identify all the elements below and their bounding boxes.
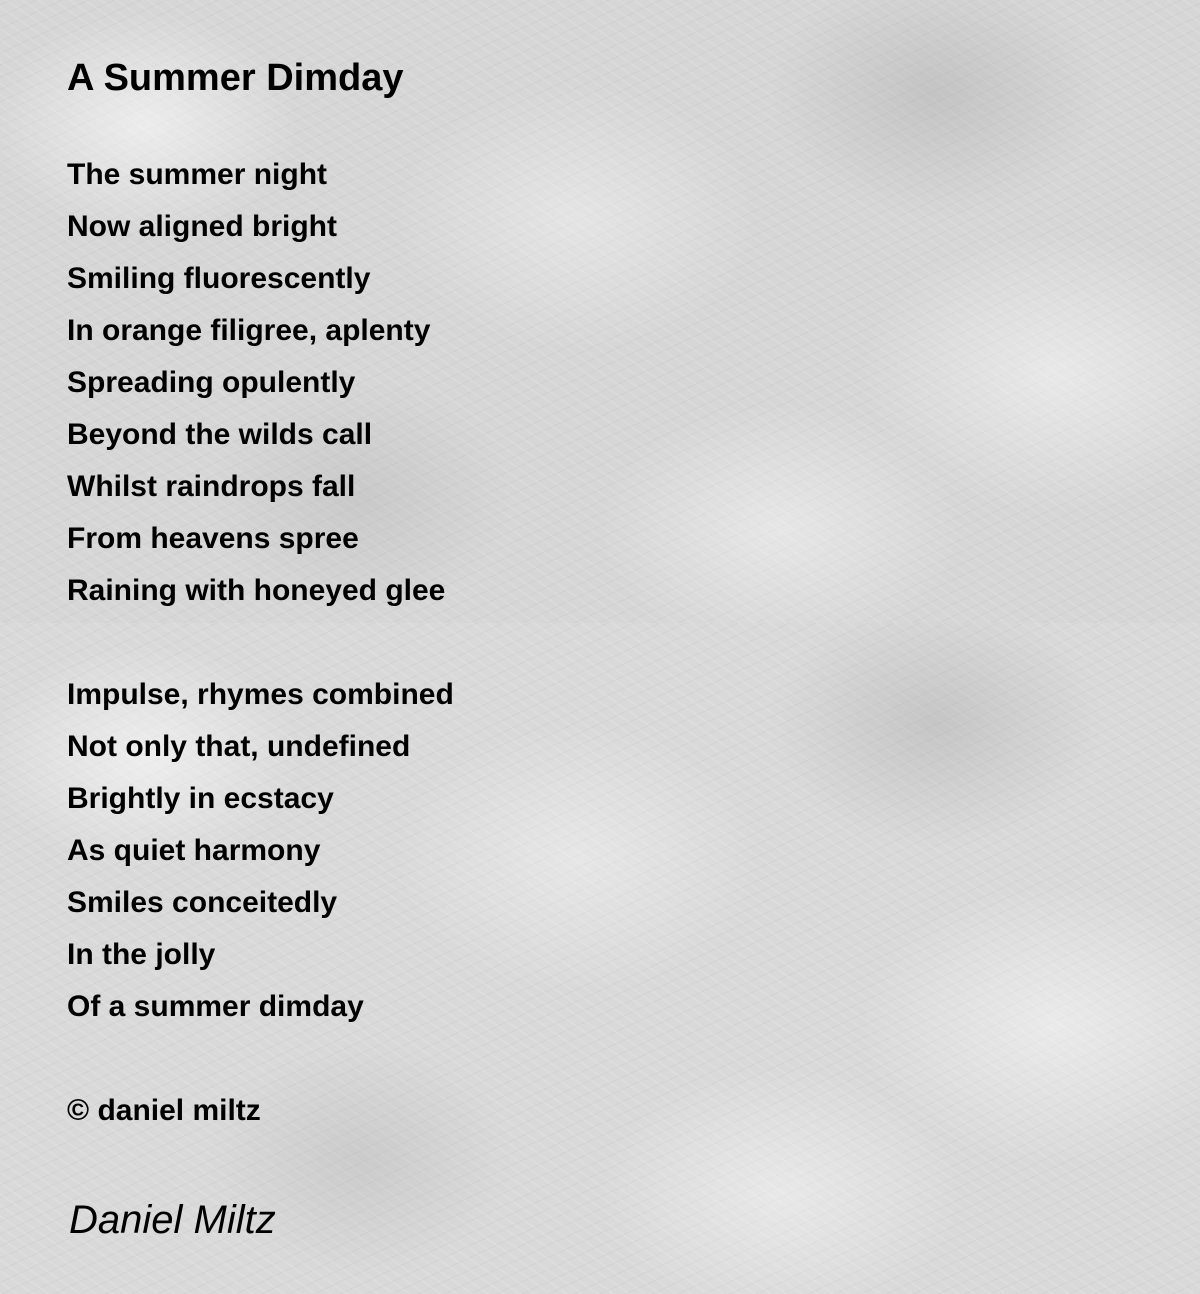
poem-line: Not only that, undefined [67,730,411,763]
poem-line: Now aligned bright [67,210,337,243]
poem-title: A Summer Dimday [67,57,404,99]
stanza-2 [67,669,454,1033]
poem-line: Smiles conceitedly [67,886,338,919]
poem-line: Raining with honeyed glee [67,574,446,607]
poem-line: From heavens spree [67,522,359,555]
poem-line: Beyond the wilds call [67,418,373,451]
poem-line: Whilst raindrops fall [67,470,356,503]
poem-line: Smiling fluorescently [67,262,371,295]
poem-line: The summer night [67,158,328,191]
poem-line: Spreading opulently [67,366,356,399]
poem-line: Impulse, rhymes combined [67,678,454,711]
poem-line: In orange filigree, aplenty [67,314,431,347]
poem-line: In the jolly [67,938,216,971]
copyright-notice: © daniel miltz [67,1094,261,1127]
poem-line: Brightly in ecstacy [67,782,334,815]
stanza-1 [67,149,445,617]
poem-line: Of a summer dimday [67,990,364,1023]
author-name: Daniel Miltz [69,1198,276,1242]
poem-line: As quiet harmony [67,834,321,867]
